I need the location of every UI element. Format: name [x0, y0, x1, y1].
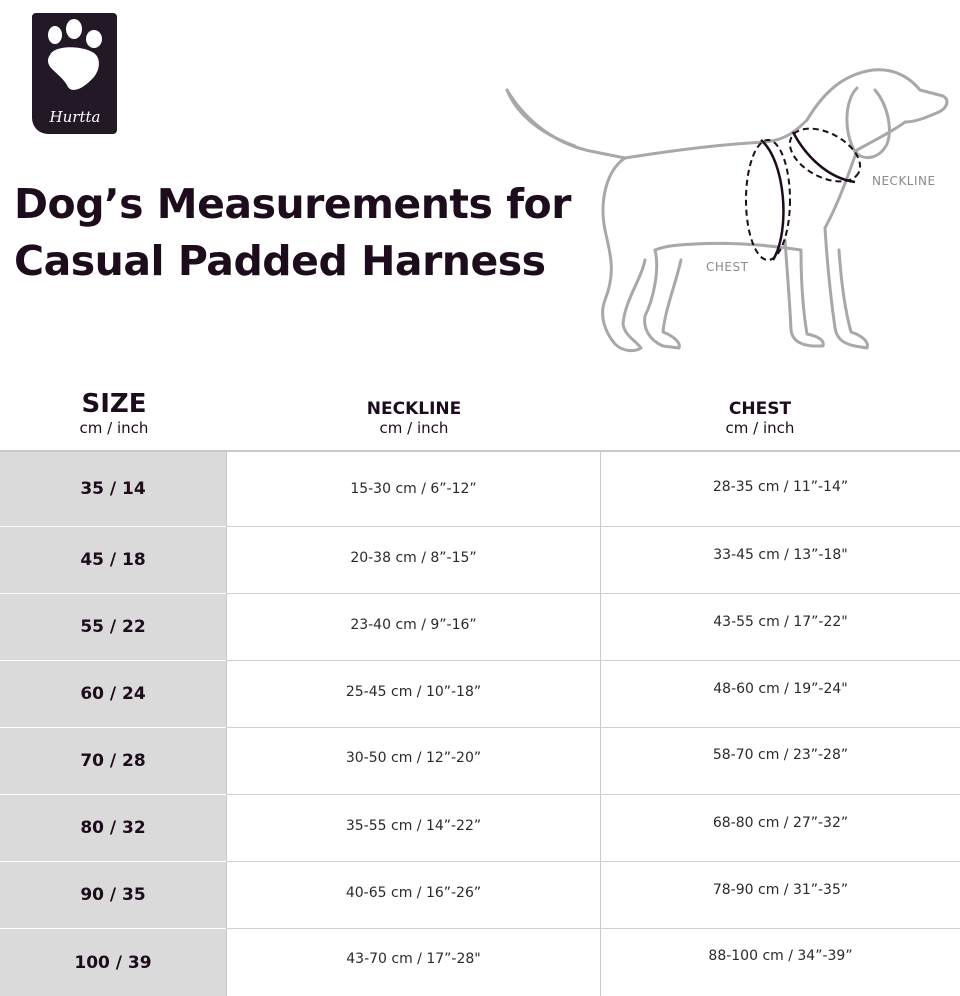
- size-cell: 45 / 18: [0, 527, 226, 593]
- chest-cell: 43-55 cm / 17”-22": [713, 614, 848, 630]
- chest-cell: 58-70 cm / 23”-28”: [712, 747, 849, 763]
- size-header-units: cm / inch: [79, 419, 149, 437]
- table-row: [0, 862, 960, 928]
- chest-cell: 78-90 cm / 31”-35”: [712, 882, 849, 898]
- table-row: [0, 452, 960, 526]
- size-cell: 80 / 32: [0, 795, 226, 861]
- table-row: [0, 728, 960, 794]
- size-cell: 35 / 14: [0, 452, 226, 526]
- neckline-header: [314, 398, 514, 437]
- size-table: [0, 452, 960, 996]
- size-cell: 70 / 28: [0, 728, 226, 794]
- neckline-cell: 15-30 cm / 6”-12”: [350, 481, 477, 497]
- neckline-cell: 40-65 cm / 16”-26”: [345, 885, 482, 901]
- table-row: [0, 594, 960, 660]
- brand-name: Hurtta: [49, 108, 101, 126]
- chest-cell: 88-100 cm / 34”-39”: [708, 948, 853, 964]
- dog-measurement-diagram: [495, 60, 955, 360]
- title-line-2: Casual Padded Harness: [14, 237, 546, 285]
- neckline-cell: 30-50 cm / 12”-20”: [345, 750, 482, 766]
- table-row: [0, 795, 960, 861]
- chest-cell: 28-35 cm / 11”-14”: [712, 479, 849, 495]
- chest-cell: 33-45 cm / 13”-18": [713, 547, 848, 563]
- size-cell: 100 / 39: [0, 929, 226, 996]
- chest-header-label: CHEST: [728, 399, 792, 419]
- neck-measure-front: [793, 132, 855, 182]
- title-line-1: Dog’s Measurements for: [14, 180, 571, 228]
- table-row: [0, 929, 960, 996]
- chest-cell: 48-60 cm / 19”-24": [713, 681, 848, 697]
- neckline-header-units: cm / inch: [379, 419, 449, 437]
- size-cell: 90 / 35: [0, 862, 226, 928]
- paw-icon: [32, 13, 117, 113]
- size-header: [40, 388, 188, 437]
- size-cell: 55 / 22: [0, 594, 226, 660]
- size-cell: 60 / 24: [0, 661, 226, 727]
- dog-outline: [507, 70, 947, 351]
- neckline-cell: 25-45 cm / 10”-18”: [345, 684, 482, 700]
- neckline-cell: 43-70 cm / 17”-28": [346, 951, 481, 967]
- chest-measure-front: [761, 140, 783, 260]
- chest-cell: 68-80 cm / 27”-32”: [712, 815, 849, 831]
- neckline-label: NECKLINE: [872, 174, 936, 188]
- neckline-cell: 20-38 cm / 8”-15”: [350, 550, 477, 566]
- neckline-cell: 35-55 cm / 14”-22”: [345, 818, 482, 834]
- neck-measure-loop: [781, 118, 869, 193]
- table-row: [0, 661, 960, 727]
- chest-header-units: cm / inch: [725, 419, 795, 437]
- page-title: [14, 176, 571, 290]
- table-row: [0, 527, 960, 593]
- chest-header: [660, 398, 860, 437]
- neckline-header-label: NECKLINE: [366, 399, 462, 419]
- chest-label: CHEST: [706, 260, 749, 274]
- neckline-cell: 23-40 cm / 9”-16”: [350, 617, 477, 633]
- brand-logo: [32, 13, 117, 134]
- size-header-label: SIZE: [81, 389, 147, 419]
